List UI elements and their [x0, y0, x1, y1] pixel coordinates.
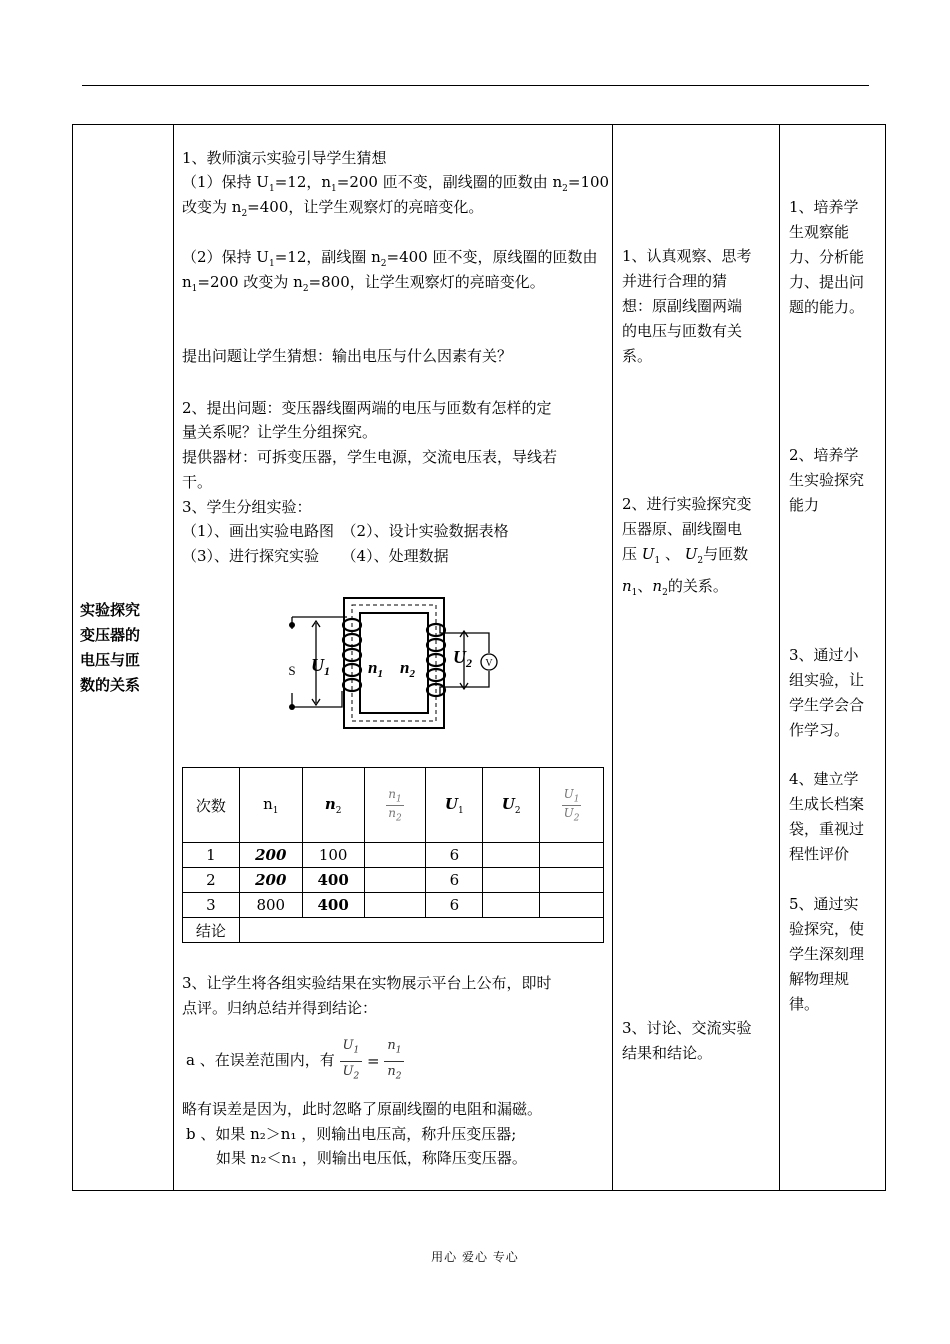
cell-n1: 200 [239, 868, 302, 893]
step-up-note: b 、如果 n₂＞n₁ ，则输出电压高，称升压变压器; [186, 1125, 517, 1143]
intent-line: 2、培养学 [789, 446, 859, 464]
activity-line: 3、讨论、交流实验 [622, 1019, 752, 1037]
intent-line: 生成长档案 [789, 795, 865, 813]
step2-line: 干。 [182, 473, 213, 491]
cell-conclusion-label: 结论 [183, 918, 240, 943]
header-n-ratio: $\frac{n_1}{n_2}$ [364, 768, 426, 843]
activity-line: 2、进行实验探究变 [622, 495, 752, 513]
cell-u2 [483, 843, 540, 868]
intent-line: 学生学会合 [789, 696, 865, 714]
topic-line: 实验探究 [80, 601, 141, 619]
header-u1: $U_1$ [426, 768, 483, 843]
formula-line: a 、在误差范围内，有 $\frac{U_1}{U_2}$ = $\frac{n_1}{n_2}$ [186, 1036, 404, 1086]
topic-line: 变压器的 [80, 626, 141, 644]
cell-n1: 800 [239, 893, 302, 918]
step1-item2-cont: $n_1=200$ 改变为 $n_2=800$，让学生观察灯的亮暗变化。 [182, 273, 545, 294]
intent-1 [789, 195, 877, 320]
svg-text:n1: $n_1$ [368, 658, 383, 680]
intent-line: 袋，重视过 [789, 820, 865, 838]
step3-items: （1）、画出实验电路图 （2）、设计实验数据表格 [182, 522, 509, 540]
step1-item1-cont: 改变为 $n_2=400$，让学生观察灯的亮暗变化。 [182, 198, 484, 219]
table-row-conclusion [183, 918, 604, 943]
svg-text:U2: $U_2$ [453, 647, 472, 670]
svg-text:n2: $n_2$ [400, 658, 415, 680]
cell-u-ratio [540, 893, 604, 918]
activity-line: 压器原、副线圈电 [622, 520, 743, 538]
cell-n2: 400 [302, 868, 364, 893]
cell-n-ratio [364, 843, 426, 868]
header-rule [82, 85, 869, 86]
step4-line: 3、让学生将各组实验结果在实物展示平台上公布，即时 [182, 974, 552, 992]
intent-4 [789, 767, 864, 867]
intent-5 [789, 892, 877, 1017]
intent-line: 3、通过小 [789, 646, 859, 664]
step-down-note: 如果 n₂＜n₁ ，则输出电压低，称降压变压器。 [216, 1149, 527, 1167]
intent-line: 学生深刻理 [789, 945, 865, 963]
cell-conclusion-value [239, 918, 603, 943]
intent-line: 律。 [789, 995, 820, 1013]
activity-line: 并进行合理的猜 [622, 272, 728, 290]
intent-line: 能力 [789, 496, 820, 514]
data-table [182, 767, 604, 943]
cell-n2: 100 [302, 843, 364, 868]
table-row [183, 893, 604, 918]
svg-text:U1: $U_1$ [311, 655, 330, 678]
intent-line: 生观察能 [789, 223, 850, 241]
step3-items: （3）、进行探究实验 （4）、处理数据 [182, 547, 449, 565]
step1-item2: （2）保持 $U_1=12$，副线圈 $n_2=400$ 匝不变，原线圈的匝数由 [182, 248, 598, 269]
cell-no: 2 [183, 868, 240, 893]
intent-line: 力、分析能 [789, 248, 865, 266]
cell-u2 [483, 868, 540, 893]
cell-n1: 200 [239, 843, 302, 868]
intent-line: 5、通过实 [789, 895, 859, 913]
intent-line: 程性评价 [789, 845, 850, 863]
voltmeter-label: V [485, 658, 493, 669]
intent-line: 验探究，使 [789, 920, 865, 938]
table-header-row [183, 768, 604, 843]
voltage-ratio-fraction: $\frac{U_1}{U_2}$ [340, 1036, 363, 1086]
intent-line: 力、提出问 [789, 273, 865, 291]
step2-line: 量关系呢？让学生分组探究。 [182, 423, 378, 441]
intent-line: 组实验，让 [789, 671, 865, 689]
student-activity-2 [622, 492, 752, 606]
intent-line: 解物理规 [789, 970, 850, 988]
intent-2 [789, 443, 864, 518]
intent-3 [789, 643, 864, 743]
cell-u1: 6 [426, 893, 483, 918]
header-count: 次数 [183, 768, 240, 843]
cell-n2: 400 [302, 893, 364, 918]
step1-item1: （1）保持 $U_1=12$，$n_1=200$ 匝不变，副线圈的匝数由 $n_2=100$ [182, 173, 610, 194]
activity-line: 系。 [622, 347, 653, 365]
activity-line: 的电压与匝数有关 [622, 322, 743, 340]
page-footer: 用心 爱心 专心 [431, 1250, 519, 1264]
step2-line: 2、提出问题：变压器线圈两端的电压与匝数有怎样的定 [182, 399, 552, 417]
intent-line: 作学习。 [789, 721, 850, 739]
cell-n-ratio [364, 868, 426, 893]
cell-n-ratio [364, 893, 426, 918]
student-activity-3 [622, 1016, 752, 1066]
topic-line: 数的关系 [80, 676, 141, 694]
column-divider [612, 124, 613, 1191]
student-activity-1 [622, 244, 772, 369]
cell-u1: 6 [426, 843, 483, 868]
column-divider [173, 124, 174, 1191]
activity-line: 想：原副线圈两端 [622, 297, 743, 315]
cell-no: 3 [183, 893, 240, 918]
activity-line: $n_1$、$n_2$的关系。 [622, 577, 728, 598]
intent-line: 题的能力。 [789, 298, 865, 316]
step3-title: 3、学生分组实验： [182, 498, 312, 516]
topic-line: 电压与匝 [80, 651, 141, 669]
step1-question: 提出问题让学生猜想：输出电压与什么因素有关？ [182, 347, 513, 365]
cell-u-ratio [540, 843, 604, 868]
header-n2: $n_2$ [302, 768, 364, 843]
activity-line: 结果和结论。 [622, 1044, 713, 1062]
header-u2: $U_2$ [483, 768, 540, 843]
error-note: 略有误差是因为，此时忽略了原副线圈的电阻和漏磁。 [182, 1100, 543, 1118]
table-row [183, 868, 604, 893]
intent-line: 1、培养学 [789, 198, 859, 216]
turns-ratio-fraction: $\frac{n_1}{n_2}$ [384, 1036, 404, 1086]
column-divider [779, 124, 780, 1191]
intent-line: 生实验探究 [789, 471, 865, 489]
step4-line: 点评。归纳总结并得到结论： [182, 999, 378, 1017]
topic-cell [80, 598, 168, 698]
source-label: S [288, 663, 296, 678]
cell-u1: 6 [426, 868, 483, 893]
cell-u2 [483, 893, 540, 918]
intent-line: 4、建立学 [789, 770, 859, 788]
activity-line: 1、认真观察、思考 [622, 247, 752, 265]
table-row [183, 843, 604, 868]
step2-line: 提供器材：可拆变压器，学生电源，交流电压表，导线若 [182, 448, 558, 466]
cell-no: 1 [183, 843, 240, 868]
transformer-circuit-diagram [282, 595, 502, 735]
header-n1: $n_1$ [239, 768, 302, 843]
step1-title: 1、教师演示实验引导学生猜想 [182, 149, 387, 167]
cell-u-ratio [540, 868, 604, 893]
header-u-ratio: $\frac{U_1}{U_2}$ [540, 768, 604, 843]
activity-line: 压 $U_1$ 、 $U_2$与匝数 [622, 545, 749, 566]
